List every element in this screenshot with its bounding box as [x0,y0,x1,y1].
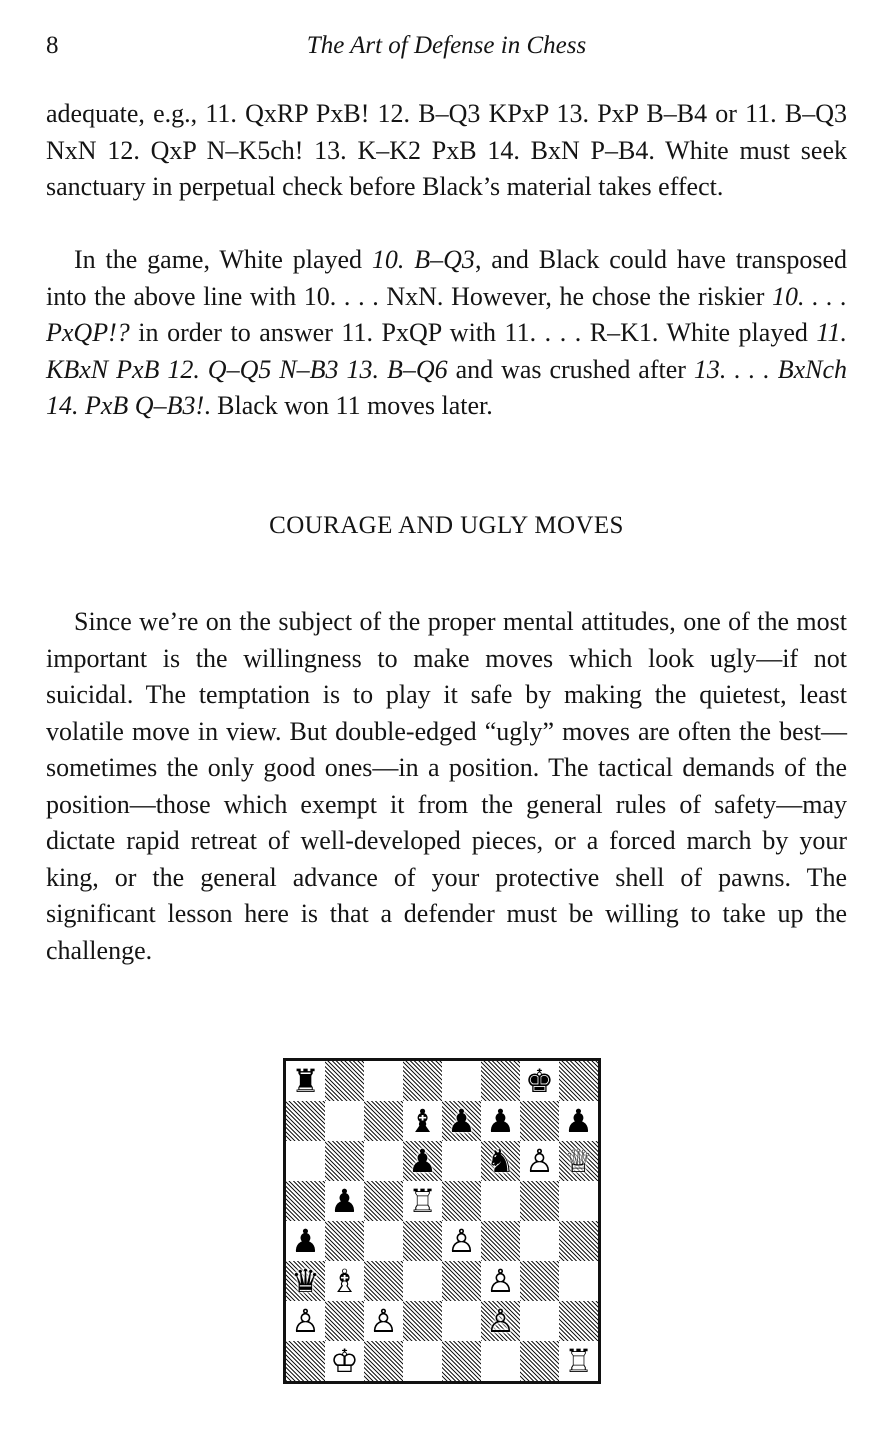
square-a8 [286,1061,325,1101]
black-queen-icon: ♛ [291,1262,320,1300]
square-a2 [286,1301,325,1341]
square-h5 [559,1181,598,1221]
white-pawn-icon: ♙ [291,1302,320,1340]
square-f3 [481,1261,520,1301]
square-c7 [364,1101,403,1141]
square-d2 [403,1301,442,1341]
square-d5 [403,1181,442,1221]
square-f8 [481,1061,520,1101]
body-paragraph-1: adequate, e.g., 11. QxRP PxB! 12. B–Q3 KPxP 13. PxP B–B4 or 11. B–Q3 NxN 12. QxP N–K5ch! 13. K–K2 PxB 14. BxN P–B4. White must seek sanctuary in perpetual check before Black’s material takes effect. [46,99,847,201]
square-d8 [403,1061,442,1101]
square-b8 [325,1061,364,1101]
square-d7 [403,1101,442,1141]
black-rook-icon: ♜ [291,1062,320,1100]
square-d4 [403,1221,442,1261]
square-g4 [520,1221,559,1261]
square-h1 [559,1341,598,1381]
black-pawn-icon: ♟ [564,1102,593,1140]
white-king-icon: ♔ [330,1342,359,1380]
black-pawn-icon: ♟ [408,1142,437,1180]
square-a7 [286,1101,325,1141]
white-pawn-icon: ♙ [525,1142,554,1180]
black-pawn-icon: ♟ [291,1222,320,1260]
body-paragraph-2: In the game, White played 10. B–Q3, and Black could have transposed into the above line with 10. . . . NxN. However, he chose the riskier 10. . . . PxQP!? in order to answer 11. PxQP with 11. . . . R–K1. White played 11. KBxN PxB 12. Q–Q5 N–B3 13. B–Q6 and was crushed after 13. . . . BxNch 14. PxB Q–B3!. Black won 11 moves later. [46,245,848,420]
square-e1 [442,1341,481,1381]
square-g2 [520,1301,559,1341]
square-b7 [325,1101,364,1141]
page-number: 8 [46,32,59,59]
square-e4 [442,1221,481,1261]
square-b6 [325,1141,364,1181]
white-bishop-icon: ♗ [330,1262,359,1300]
square-e6 [442,1141,481,1181]
square-b4 [325,1221,364,1261]
square-c4 [364,1221,403,1261]
square-c5 [364,1181,403,1221]
black-king-icon: ♚ [525,1062,554,1100]
square-g8 [520,1061,559,1101]
square-c1 [364,1341,403,1381]
square-d1 [403,1341,442,1381]
black-bishop-icon: ♝ [408,1102,437,1140]
square-e2 [442,1301,481,1341]
square-b2 [325,1301,364,1341]
square-a5 [286,1181,325,1221]
square-e5 [442,1181,481,1221]
white-queen-icon: ♕ [564,1142,593,1180]
white-rook-icon: ♖ [408,1182,437,1220]
body-paragraph-3: Since we’re on the subject of the proper mental attitudes, one of the most important is the willingness to make moves which look ugly—if not suicidal. The temptation is to play it safe by making the quietest, least volatile move in view. But double-edged “ugly” moves are often the best—sometimes the only good ones—in a position. The tactical demands of the position—those which exempt it from the general rules of safety—may dictate rapid retreat of well-developed pieces, or a forced march by your king, or the general advance of your protective shell of pawns. The significant lesson here is that a defender must be willing to take up the challenge. [46,607,847,965]
square-f7 [481,1101,520,1141]
square-f2 [481,1301,520,1341]
chess-diagram [283,1058,601,1384]
square-a4 [286,1221,325,1261]
section-heading: COURAGE AND UGLY MOVES [269,512,624,539]
square-h3 [559,1261,598,1301]
square-d3 [403,1261,442,1301]
square-g7 [520,1101,559,1141]
square-c3 [364,1261,403,1301]
square-c6 [364,1141,403,1181]
square-c2 [364,1301,403,1341]
square-a1 [286,1341,325,1381]
square-c8 [364,1061,403,1101]
black-pawn-icon: ♟ [486,1102,515,1140]
square-f1 [481,1341,520,1381]
square-g6 [520,1141,559,1181]
square-e7 [442,1101,481,1141]
square-b1 [325,1341,364,1381]
square-e8 [442,1061,481,1101]
square-e3 [442,1261,481,1301]
white-pawn-icon: ♙ [486,1302,515,1340]
black-pawn-icon: ♟ [330,1182,359,1220]
running-head: The Art of Defense in Chess [306,32,587,59]
white-pawn-icon: ♙ [369,1302,398,1340]
square-h4 [559,1221,598,1261]
square-h2 [559,1301,598,1341]
white-rook-icon: ♖ [564,1342,593,1380]
square-g1 [520,1341,559,1381]
square-b3 [325,1261,364,1301]
white-pawn-icon: ♙ [447,1222,476,1260]
square-d6 [403,1141,442,1181]
square-h6 [559,1141,598,1181]
square-g3 [520,1261,559,1301]
white-pawn-icon: ♙ [486,1262,515,1300]
square-f4 [481,1221,520,1261]
square-f5 [481,1181,520,1221]
square-h7 [559,1101,598,1141]
square-h8 [559,1061,598,1101]
square-b5 [325,1181,364,1221]
square-a6 [286,1141,325,1181]
black-knight-icon: ♞ [486,1142,515,1180]
black-pawn-icon: ♟ [447,1102,476,1140]
square-a3 [286,1261,325,1301]
square-f6 [481,1141,520,1181]
square-g5 [520,1181,559,1221]
